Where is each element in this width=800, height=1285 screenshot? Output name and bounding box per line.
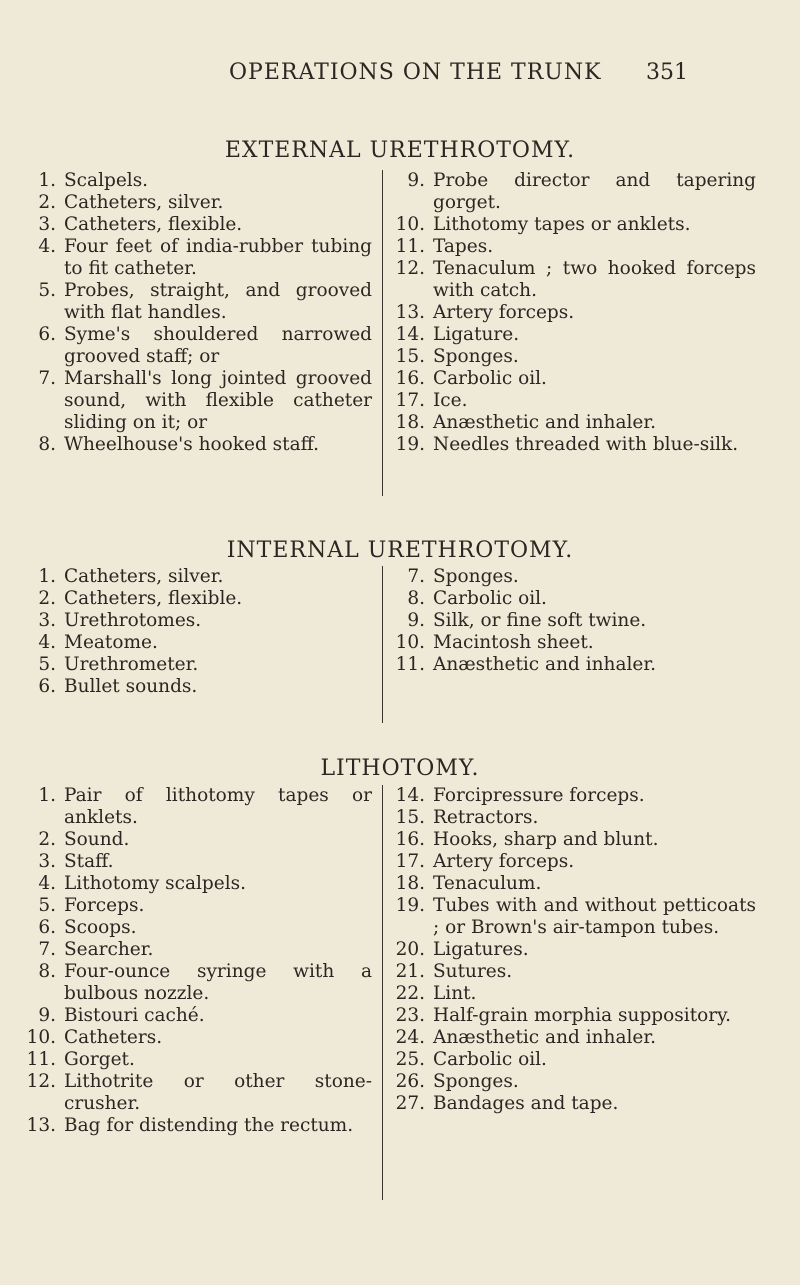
item-number: 6.	[38, 917, 56, 938]
item-text: Bandages and tape.	[433, 1093, 619, 1114]
list-item	[22, 1049, 372, 1071]
list-item	[391, 1005, 756, 1027]
item-text: Bag for distending the rectum.	[64, 1115, 354, 1136]
item-number: 3.	[38, 851, 56, 872]
item-number: 14.	[395, 785, 425, 806]
item-number: 10.	[26, 1027, 56, 1048]
section-title-external-urethrotomy: EXTERNAL URETHROTOMY.	[224, 138, 576, 163]
item-text: Ligature.	[433, 324, 520, 345]
list-item	[22, 632, 372, 654]
item-number: 18.	[395, 873, 425, 894]
list-item	[391, 236, 756, 258]
list-item	[22, 939, 372, 961]
item-text: Sponges.	[433, 346, 519, 367]
list-item	[22, 192, 372, 214]
list-item	[391, 1027, 756, 1049]
list-item	[391, 983, 756, 1005]
item-text: Tapes.	[433, 236, 494, 257]
item-text: Meatome.	[64, 632, 158, 653]
list-item	[391, 632, 756, 654]
list-item	[391, 1093, 756, 1115]
item-text: Lithotomy scalpels.	[64, 873, 247, 894]
item-number: 9.	[407, 170, 425, 191]
list-item	[22, 873, 372, 895]
right-column	[382, 566, 756, 723]
list-item	[391, 939, 756, 961]
list-item	[391, 346, 756, 368]
item-text: Catheters, silver.	[64, 566, 224, 587]
item-text: Sound.	[64, 829, 130, 850]
item-number: 19.	[395, 895, 425, 916]
list-item	[22, 1071, 372, 1115]
item-number: 1.	[38, 785, 56, 806]
list-item	[22, 829, 372, 851]
section-title-lithotomy: LITHOTOMY.	[320, 756, 480, 781]
item-number: 13.	[395, 302, 425, 323]
item-number: 15.	[395, 346, 425, 367]
item-text: Sponges.	[433, 566, 519, 587]
list-item	[22, 1005, 372, 1027]
item-text: Silk, or fine soft twine.	[433, 610, 647, 631]
list-item	[22, 610, 372, 632]
item-text: Lithotomy tapes or anklets.	[433, 214, 691, 235]
item-number: 20.	[395, 939, 425, 960]
list-item	[391, 785, 756, 807]
item-number: 10.	[395, 214, 425, 235]
item-text: Wheelhouse's hooked staff.	[64, 434, 320, 455]
item-text: Hooks, sharp and blunt.	[433, 829, 659, 850]
item-number: 3.	[38, 610, 56, 631]
item-number: 18.	[395, 412, 425, 433]
item-number: 13.	[26, 1115, 56, 1136]
item-number: 24.	[395, 1027, 425, 1048]
list-item	[22, 434, 372, 456]
list-item	[391, 807, 756, 829]
item-text: Sutures.	[433, 961, 513, 982]
left-column	[22, 170, 372, 496]
list-item	[22, 588, 372, 610]
running-head	[0, 48, 800, 88]
item-text: Catheters, flexible.	[64, 588, 243, 609]
item-text: Needles threaded with blue-silk.	[433, 434, 739, 455]
page-number: 351	[646, 60, 688, 85]
item-number: 9.	[407, 610, 425, 631]
item-number: 17.	[395, 851, 425, 872]
item-number: 25.	[395, 1049, 425, 1070]
item-text: Catheters, silver.	[64, 192, 224, 213]
item-number: 6.	[38, 324, 56, 345]
item-text: Artery forceps.	[433, 851, 575, 872]
item-number: 22.	[395, 983, 425, 1004]
item-text: Macintosh sheet.	[433, 632, 594, 653]
item-text: Ligatures.	[433, 939, 529, 960]
item-text: Carbolic oil.	[433, 1049, 547, 1070]
list-item	[22, 324, 372, 368]
item-number: 7.	[407, 566, 425, 587]
item-number: 8.	[38, 961, 56, 982]
item-text: Probe director and tapering gorget.	[433, 170, 756, 213]
item-text: Anæsthetic and inhaler.	[433, 412, 657, 433]
list-item	[22, 280, 372, 324]
list-item	[22, 676, 372, 698]
item-text: Lithotrite or other stone-crusher.	[64, 1071, 372, 1114]
item-text: Urethrotomes.	[64, 610, 202, 631]
item-number: 4.	[38, 236, 56, 257]
item-text: Urethrometer.	[64, 654, 199, 675]
item-text: Bistouri caché.	[64, 1005, 205, 1026]
item-text: Forceps.	[64, 895, 145, 916]
item-number: 21.	[395, 961, 425, 982]
list-item	[391, 873, 756, 895]
right-column	[382, 170, 756, 496]
item-number: 16.	[395, 829, 425, 850]
item-text: Searcher.	[64, 939, 154, 960]
item-text: Sponges.	[433, 1071, 519, 1092]
item-number: 15.	[395, 807, 425, 828]
list-item	[22, 236, 372, 280]
list-item	[391, 1049, 756, 1071]
item-text: Four feet of india-rubber tubing to fit catheter.	[64, 236, 372, 279]
list-item	[22, 851, 372, 873]
list-item	[22, 566, 372, 588]
section-title-internal-urethrotomy: INTERNAL URETHROTOMY.	[226, 538, 574, 563]
item-number: 4.	[38, 873, 56, 894]
right-column	[382, 785, 756, 1200]
list-item	[22, 785, 372, 829]
list-item	[391, 170, 756, 214]
item-text: Anæsthetic and inhaler.	[433, 1027, 657, 1048]
item-number: 5.	[38, 280, 56, 301]
item-number: 9.	[38, 1005, 56, 1026]
item-number: 2.	[38, 192, 56, 213]
item-text: Ice.	[433, 390, 468, 411]
list-item	[22, 368, 372, 434]
item-number: 7.	[38, 368, 56, 389]
list-item	[22, 214, 372, 236]
item-text: Staff.	[64, 851, 114, 872]
item-text: Catheters.	[64, 1027, 163, 1048]
item-number: 11.	[395, 236, 425, 257]
item-text: Anæsthetic and inhaler.	[433, 654, 657, 675]
item-number: 19.	[395, 434, 425, 455]
list-item	[391, 258, 756, 302]
list-item	[22, 917, 372, 939]
item-number: 6.	[38, 676, 56, 697]
item-number: 17.	[395, 390, 425, 411]
list-item	[391, 390, 756, 412]
item-text: Half-grain morphia suppository.	[433, 1005, 731, 1026]
item-text: Tenaculum ; two hooked forceps with catch.	[433, 258, 756, 301]
item-number: 12.	[395, 258, 425, 279]
item-number: 11.	[395, 654, 425, 675]
item-number: 1.	[38, 566, 56, 587]
running-head-title: OPERATIONS ON THE TRUNK	[229, 60, 602, 85]
item-text: Retractors.	[433, 807, 539, 828]
item-number: 4.	[38, 632, 56, 653]
item-number: 8.	[407, 588, 425, 609]
item-text: Carbolic oil.	[433, 368, 547, 389]
item-number: 7.	[38, 939, 56, 960]
list-item	[22, 170, 372, 192]
item-text: Bullet sounds.	[64, 676, 198, 697]
list-item	[391, 368, 756, 390]
item-number: 10.	[395, 632, 425, 653]
item-number: 23.	[395, 1005, 425, 1026]
list-item	[391, 302, 756, 324]
item-number: 16.	[395, 368, 425, 389]
item-number: 2.	[38, 588, 56, 609]
item-text: Probes, straight, and grooved with flat handles.	[64, 280, 372, 323]
item-number: 11.	[26, 1049, 56, 1070]
item-text: Catheters, flexible.	[64, 214, 243, 235]
item-number: 14.	[395, 324, 425, 345]
list-item	[22, 1027, 372, 1049]
item-number: 8.	[38, 434, 56, 455]
list-item	[22, 961, 372, 1005]
item-text: Carbolic oil.	[433, 588, 547, 609]
item-text: Lint.	[433, 983, 477, 1004]
item-text: Forcipressure forceps.	[433, 785, 645, 806]
item-number: 2.	[38, 829, 56, 850]
item-text: Gorget.	[64, 1049, 135, 1070]
item-number: 3.	[38, 214, 56, 235]
left-column	[22, 566, 372, 723]
list-item	[22, 654, 372, 676]
item-text: Marshall's long jointed grooved sound, with flexible catheter sliding on it; or	[64, 368, 372, 433]
item-number: 12.	[26, 1071, 56, 1092]
list-item	[391, 214, 756, 236]
item-number: 5.	[38, 895, 56, 916]
list-item	[391, 895, 756, 939]
list-item	[391, 412, 756, 434]
item-text: Syme's shouldered narrowed grooved staff; or	[64, 324, 372, 367]
left-column	[22, 785, 372, 1200]
item-text: Scalpels.	[64, 170, 149, 191]
list-item	[391, 588, 756, 610]
list-item	[391, 324, 756, 346]
list-item	[391, 566, 756, 588]
item-text: Scoops.	[64, 917, 137, 938]
item-text: Tenaculum.	[433, 873, 542, 894]
list-item	[391, 610, 756, 632]
list-item	[391, 961, 756, 983]
list-item	[391, 654, 756, 676]
item-number: 26.	[395, 1071, 425, 1092]
item-number: 1.	[38, 170, 56, 191]
list-item	[391, 1071, 756, 1093]
list-item	[391, 851, 756, 873]
item-text: Four-ounce syringe with a bulbous nozzle.	[64, 961, 372, 1004]
list-item	[391, 829, 756, 851]
list-item	[22, 895, 372, 917]
list-item	[22, 1115, 372, 1137]
item-text: Tubes with and without petticoats ; or Brown's air-tampon tubes.	[433, 895, 756, 938]
item-text: Artery forceps.	[433, 302, 575, 323]
item-text: Pair of lithotomy tapes or anklets.	[64, 785, 372, 828]
list-item	[391, 434, 756, 456]
item-number: 27.	[395, 1093, 425, 1114]
item-number: 5.	[38, 654, 56, 675]
